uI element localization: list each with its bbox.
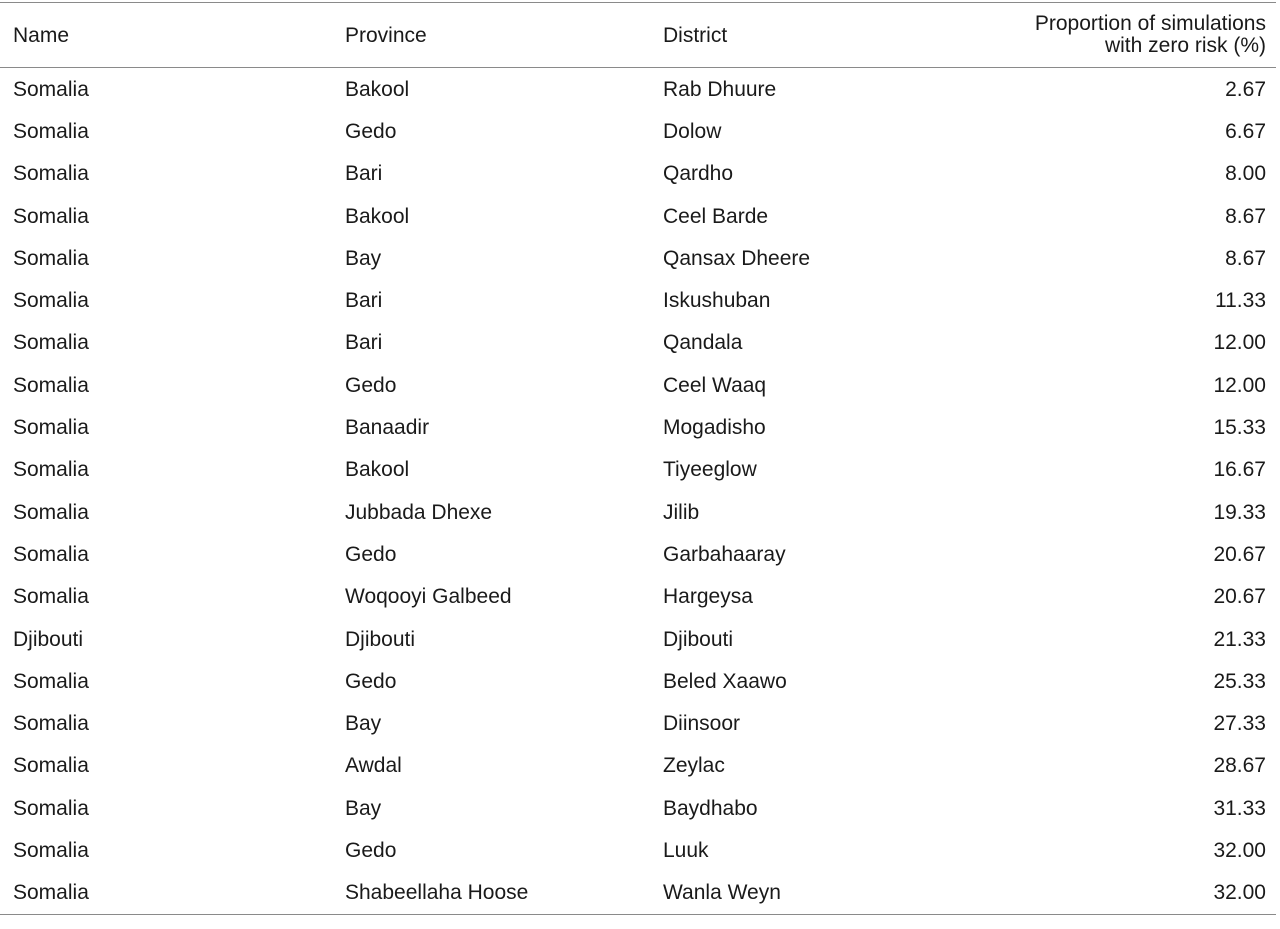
cell-proportion: 20.67 — [1213, 585, 1266, 609]
cell-district: Hargeysa — [663, 585, 753, 609]
cell-district: Mogadisho — [663, 416, 766, 440]
cell-district: Beled Xaawo — [663, 669, 787, 693]
table-row — [0, 279, 1276, 321]
cell-province: Jubbada Dhexe — [345, 500, 493, 524]
table-row — [0, 576, 1276, 618]
cell-proportion: 15.33 — [1213, 416, 1266, 440]
cell-proportion: 16.67 — [1213, 458, 1266, 482]
cell-proportion: 8.67 — [1225, 246, 1266, 270]
cell-district: Wanla Weyn — [663, 881, 781, 905]
cell-proportion: 11.33 — [1215, 289, 1266, 313]
cell-province: Bay — [345, 712, 382, 736]
cell-proportion: 32.00 — [1213, 838, 1266, 862]
cell-proportion: 6.67 — [1225, 119, 1266, 143]
cell-province: Bakool — [345, 77, 410, 101]
cell-province: Woqooyi Galbeed — [345, 585, 512, 609]
cell-province: Banaadir — [345, 416, 430, 440]
cell-name: Somalia — [13, 500, 89, 524]
cell-province: Gedo — [345, 542, 397, 566]
cell-proportion: 20.67 — [1213, 542, 1266, 566]
cell-name: Somalia — [13, 119, 89, 143]
cell-district: Baydhabo — [663, 796, 758, 820]
cell-province: Gedo — [345, 373, 397, 397]
header-district: District — [663, 23, 728, 47]
cell-province: Bari — [345, 331, 383, 355]
data-table — [0, 2, 1276, 915]
header-proportion — [983, 3, 1276, 68]
table-row — [0, 195, 1276, 237]
cell-province: Bakool — [345, 204, 410, 228]
table-row — [0, 660, 1276, 702]
table-row — [0, 110, 1276, 152]
cell-district: Qansax Dheere — [663, 246, 811, 270]
table-row — [0, 406, 1276, 448]
cell-district: Iskushuban — [663, 289, 771, 313]
cell-district: Qardho — [663, 162, 734, 186]
cell-name: Somalia — [13, 754, 89, 778]
cell-district: Zeylac — [663, 754, 725, 778]
cell-district: Jilib — [663, 500, 700, 524]
table-row — [0, 491, 1276, 533]
cell-district: Djibouti — [663, 627, 734, 651]
cell-name: Somalia — [13, 204, 89, 228]
cell-province: Djibouti — [345, 627, 416, 651]
cell-district: Luuk — [663, 838, 709, 862]
cell-proportion: 8.67 — [1225, 204, 1266, 228]
table-row — [0, 702, 1276, 744]
cell-province: Bay — [345, 246, 382, 270]
cell-name: Somalia — [13, 289, 89, 313]
cell-proportion: 27.33 — [1213, 712, 1266, 736]
cell-proportion: 32.00 — [1213, 881, 1266, 905]
header-row — [0, 3, 1276, 68]
table-row — [0, 68, 1276, 111]
table-body — [0, 68, 1276, 915]
cell-name: Somalia — [13, 373, 89, 397]
table-row — [0, 618, 1276, 660]
cell-province: Gedo — [345, 838, 397, 862]
header-province: Province — [345, 23, 427, 47]
cell-name: Somalia — [13, 796, 89, 820]
cell-name: Somalia — [13, 246, 89, 270]
cell-name: Somalia — [13, 669, 89, 693]
cell-province: Bari — [345, 289, 383, 313]
table-row — [0, 322, 1276, 364]
cell-province: Shabeellaha Hoose — [345, 881, 529, 905]
cell-name: Somalia — [13, 331, 89, 355]
table-row — [0, 364, 1276, 406]
cell-name: Somalia — [13, 881, 89, 905]
cell-proportion: 8.00 — [1225, 162, 1266, 186]
cell-proportion: 12.00 — [1213, 331, 1266, 355]
cell-proportion: 2.67 — [1225, 77, 1266, 101]
cell-name: Somalia — [13, 542, 89, 566]
cell-province: Awdal — [345, 754, 402, 778]
table-row — [0, 153, 1276, 195]
table-row — [0, 745, 1276, 787]
header-name: Name — [13, 23, 70, 47]
cell-district: Tiyeeglow — [663, 458, 757, 482]
cell-name: Somalia — [13, 162, 89, 186]
cell-district: Ceel Waaq — [663, 373, 767, 397]
cell-district: Dolow — [663, 119, 722, 143]
cell-province: Gedo — [345, 669, 397, 693]
cell-name: Somalia — [13, 458, 89, 482]
header-proportion-line2: with zero risk (%) — [1104, 34, 1266, 57]
cell-proportion: 31.33 — [1213, 796, 1266, 820]
cell-name: Somalia — [13, 838, 89, 862]
cell-district: Qandala — [663, 331, 743, 355]
cell-proportion: 25.33 — [1213, 669, 1266, 693]
cell-district: Ceel Barde — [663, 204, 769, 228]
table-header — [0, 3, 1276, 68]
table-row — [0, 449, 1276, 491]
table-row — [0, 872, 1276, 915]
cell-province: Bari — [345, 162, 383, 186]
cell-name: Somalia — [13, 416, 89, 440]
cell-province: Bakool — [345, 458, 410, 482]
cell-name: Somalia — [13, 77, 89, 101]
table-row — [0, 533, 1276, 575]
cell-district: Garbahaaray — [663, 542, 786, 566]
cell-proportion: 28.67 — [1213, 754, 1266, 778]
cell-proportion: 19.33 — [1213, 500, 1266, 524]
cell-proportion: 21.33 — [1213, 627, 1266, 651]
cell-province: Gedo — [345, 119, 397, 143]
cell-name: Djibouti — [13, 627, 84, 651]
cell-name: Somalia — [13, 585, 89, 609]
cell-district: Diinsoor — [663, 712, 741, 736]
cell-name: Somalia — [13, 712, 89, 736]
table-row — [0, 829, 1276, 871]
table-row — [0, 237, 1276, 279]
table-row — [0, 787, 1276, 829]
cell-province: Bay — [345, 796, 382, 820]
cell-proportion: 12.00 — [1213, 373, 1266, 397]
header-proportion-line1: Proportion of simulations — [1034, 12, 1266, 35]
cell-district: Rab Dhuure — [663, 77, 777, 101]
